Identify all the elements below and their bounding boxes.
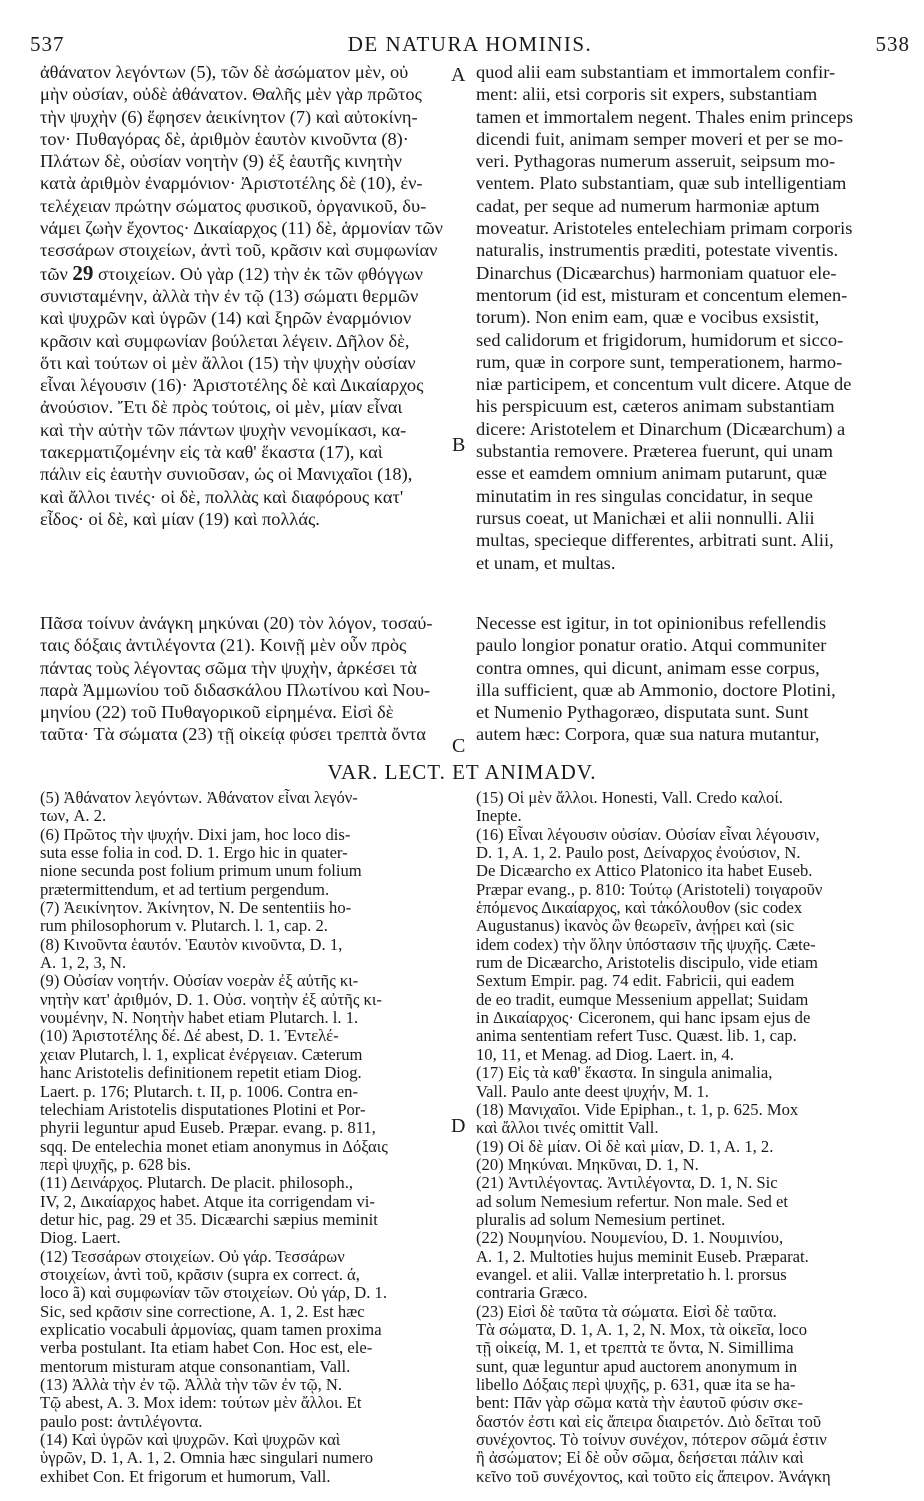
latin-text-column: [476, 61, 908, 574]
note-line: telechiam Aristotelis disputationes Plotini et Por-: [40, 1100, 366, 1119]
note-line: evangel. et alii. Vallæ interpretatio h. l. prorsus: [476, 1265, 787, 1284]
text-line: tamen et immortalem negent. Thales enim princeps: [476, 106, 854, 127]
running-title: DE NATURA HOMINIS.: [347, 32, 593, 56]
text-line: τον· Πυθαγόρας δὲ, ἀριθμὸν ἑαυτὸν κινοῦντα (8)·: [40, 128, 409, 149]
note-line: (12) Τεσσάρων στοιχείων. Οὐ γάρ. Τεσσάρων: [40, 1247, 345, 1266]
notes-right-column: [476, 789, 908, 1486]
text-line: εἶδος· οἱ δὲ, καὶ μίαν (19) καὶ πολλάς.: [40, 508, 320, 529]
text-line: τελέχειαν πρώτην σώματος φυσικοῦ, ὀργανικοῦ, δυ-: [40, 195, 427, 216]
text-line: multas, specieque differentes, arbitrati sunt. Alii,: [476, 530, 834, 551]
note-line: Τὰ σώματα, D. 1, A. 1, 2, N. Mox, τὰ οἰκεῖα, loco: [476, 1320, 808, 1339]
note-line: Vall. Paulo ante deest ψυχήν, M. 1.: [476, 1082, 709, 1101]
greek-text-paragraph-2: [40, 612, 458, 746]
note-line: των, A. 2.: [40, 807, 107, 826]
text-line: συνισταμένην, ἀλλὰ τὴν ἐν τῷ (13) σώματι θερμῶν: [40, 285, 419, 306]
note-line: τῇ οἰκείᾳ, M. 1, et τρεπτὰ τε ὄντα, N. Simillima: [476, 1339, 794, 1358]
note-line: verba postulant. Ita etiam habet Con. Hoc est, ele-: [40, 1339, 373, 1358]
text-line: καὶ τὴν αὐτὴν τῶν πάντων ψυχὴν νενομίκασι, κα-: [40, 419, 407, 440]
note-line: Τῷ abest, A. 3. Mox idem: τούτων μὲν ἄλλοι. Et: [40, 1394, 362, 1413]
note-line: καὶ ἄλλοι τινές omittit Vall.: [476, 1119, 659, 1138]
section-title: VAR. LECT. ET ANIMADV.: [327, 760, 597, 784]
text-line: ἀνούσιον. Ἔτι δὲ πρὸς τούτοις, οἱ μὲν, μίαν εἶναι: [40, 397, 403, 418]
note-line: 10, 11, et Menag. ad Diog. Laert. in, 4.: [476, 1045, 734, 1064]
text-fragment: στοιχείων. Οὐ γὰρ (12) τὴν ἐκ τῶν φθόγγων: [93, 263, 423, 284]
note-line: A. 1, 2. Multoties hujus meminit Euseb. Præparat.: [476, 1247, 809, 1266]
page-number-left: 537: [30, 32, 65, 56]
text-line: esse et eamdem omnium animam putarunt, quæ: [476, 463, 827, 484]
note-line: (6) Πρῶτος τὴν ψυχήν. Dixi jam, hoc loco dis-: [40, 825, 351, 844]
note-line: nione secunda post folium primum unum folium: [40, 862, 362, 881]
text-line: ventem. Plato substantiam, quæ sub intelligentiam: [476, 173, 847, 194]
text-line: νάμει ζωὴν ἔχοντος· Δικαίαρχος (11) δὲ, ἁρμονίαν τῶν: [40, 218, 443, 239]
text-line: τακερματιζομένην εἰς τὰ καθ' ἕκαστα (17), καὶ: [40, 442, 383, 463]
note-line: A. 1, 2, 3, N.: [40, 954, 127, 973]
note-line: (10) Ἀριστοτέλης δέ. Δέ abest, D. 1. Ἐντελέ-: [40, 1027, 339, 1046]
note-line: (19) Οἱ δὲ μίαν. Οἱ δὲ καὶ μίαν, D. 1, A. 1, 2.: [476, 1137, 774, 1156]
note-line: (17) Εἰς τὰ καθ' ἕκαστα. In singula animalia,: [476, 1064, 773, 1083]
margin-marker-b: B: [452, 434, 466, 456]
text-line: τεσσάρων στοιχείων, ἀντὶ τοῦ, κρᾶσιν καὶ συμφωνίαν: [40, 240, 438, 261]
note-line: χειαν Plutarch, l. 1, explicat ἐνέργειαν. Cæterum: [40, 1045, 363, 1064]
note-line: (21) Ἀντιλέγοντας. Ἀντιλέγοντα, D. 1, N. Sic: [476, 1174, 778, 1193]
text-line: ταις δόξαις ἀντιλέγοντα (21). Κοινῇ μὲν οὖν πρὸς: [40, 635, 407, 656]
note-line: Inepte.: [476, 807, 522, 826]
text-line: καὶ ψυχρῶν καὶ ὑγρῶν (14) καὶ ξηρῶν ἐναρμόνιον: [40, 308, 412, 329]
text-line: et Numenio Pythagoræo, disputata sunt. Sunt: [476, 702, 809, 723]
latin-text-paragraph-2: [476, 612, 908, 746]
column-number: 29: [72, 261, 94, 285]
text-line: Πᾶσα τοίνυν ἀνάγκη μηκύναι (20) τὸν λόγον, τοσαύ-: [40, 613, 433, 633]
text-line: Necesse est igitur, in tot opinionibus refellendis: [476, 613, 827, 633]
note-line: περὶ ψυχῆς, p. 628 bis.: [40, 1155, 191, 1174]
note-line: de eo tradit, eumque Messenium appellat; Suidam: [476, 990, 809, 1009]
note-line: prætermittendum, et ad tertium pergendum.: [40, 880, 330, 899]
note-line: ὑγρῶν, D. 1, A. 1, 2. Omnia hæc singulari numero: [40, 1449, 374, 1468]
note-line: Sextum Empir. pag. 74 edit. Fabricii, qui eadem: [476, 972, 795, 991]
note-line: νουμένην, N. Νοητὴν habet etiam Plutarch. l. 1.: [40, 1009, 359, 1028]
note-line: detur hic, pag. 29 et 35. Dicæarchi sæpius meminit: [40, 1210, 378, 1229]
note-line: exhibet Con. Et frigorum et humorum, Vall.: [40, 1467, 331, 1486]
note-line: hanc Aristotelis definitionem repetit etiam Diog.: [40, 1064, 362, 1083]
note-line: (5) Ἀθάνατον λεγόντων. Ἀθάνατον εἶναι λεγόν-: [40, 789, 358, 807]
note-line: (8) Κινοῦντα ἑαυτόν. Ἑαυτὸν κινοῦντα, D. 1,: [40, 935, 343, 954]
note-line: De Dicæarcho ex Attico Platonico ita habet Euseb.: [476, 862, 813, 881]
margin-marker-c: C: [452, 735, 466, 757]
text-line: niæ participem, et concentum vult dicere. Atque de: [476, 374, 852, 395]
note-line: rum philosophorum v. Plutarch. l. 1, cap. 2.: [40, 917, 328, 936]
text-line: rursus coeat, ut Manichæi et alii nonnulli. Alii: [476, 507, 815, 528]
text-line: μηνίου (22) τοῦ Πυθαγορικοῦ εἰρημένα. Εἰσὶ δὲ: [40, 702, 394, 723]
text-line: [40, 262, 458, 285]
text-line: τὴν ψυχὴν (6) ἔφησεν ἀεικίνητον (7) καὶ αὐτοκίνη-: [40, 106, 418, 127]
text-line: mentorum (id est, misturam et concentum elemen-: [476, 284, 848, 305]
note-line: IV, 2, Δικαίαρχος habet. Atque ita corrigendam vi-: [40, 1192, 375, 1211]
text-line: quod alii eam substantiam et immortalem confir-: [476, 62, 836, 82]
text-line: πάλιν εἰς ἑαυτὴν συνιοῦσαν, ὡς οἱ Μανιχαῖοι (18),: [40, 464, 413, 485]
note-line: (16) Εἶναι λέγουσιν οὐσίαν. Οὐσίαν εἶναι λέγουσιν,: [476, 825, 820, 844]
text-line: paulo longior ponatur oratio. Atqui communiter: [476, 635, 827, 656]
text-line: καὶ ἄλλοι τινές· οἱ δὲ, πολλὰς καὶ διαφόρους κατ': [40, 486, 404, 507]
page-number-right: 538: [875, 32, 910, 56]
text-line: dicendi fuit, animam semper moveri et per se mo-: [476, 128, 844, 149]
note-line: in Δικαίαρχος· Ciceronem, qui hanc ipsam ejus de: [476, 1009, 811, 1028]
text-line: illa sufficient, quæ ab Ammonio, doctore Plotini,: [476, 679, 836, 700]
text-line: ταῦτα· Τὰ σώματα (23) τῇ οἰκείᾳ φύσει τρεπτὰ ὄντα: [40, 724, 426, 745]
notes-left-column: [40, 789, 452, 1486]
note-line: anima sententiam refert Tusc. Quæst. lib. 1, cap.: [476, 1027, 797, 1046]
text-line: εἶναι λέγουσιν (16)· Ἀριστοτέλης δὲ καὶ Δικαίαρχος: [40, 375, 424, 396]
page-header: [30, 32, 910, 60]
note-line: νητὴν κατ' ἀριθμόν, D. 1. Οὐσ. νοητὴν ἐξ αὐτῆς κι-: [40, 990, 382, 1009]
note-line: sunt, quæ leguntur apud auctorem anonymum in: [476, 1357, 798, 1376]
text-line: dicere: Aristotelem et Dinarchum (Dicæarchum) a: [476, 418, 846, 439]
text-line: minutatim in res singulas concidatur, in seque: [476, 485, 813, 506]
note-line: δαστόν ἐστι καὶ εἰς ἄπειρα διαιρετόν. Διὸ δεῖται τοῦ: [476, 1412, 822, 1431]
note-line: Sic, sed κρᾶσιν sine correctione, A. 1, 2. Est hæc: [40, 1302, 365, 1321]
note-line: (18) Μανιχαῖοι. Vide Epiphan., t. 1, p. 625. Mox: [476, 1100, 799, 1119]
note-line: pluralis ad solum Nemesium pertinet.: [476, 1210, 726, 1229]
note-line: (20) Μηκύναι. Μηκῦναι, D. 1, N.: [476, 1155, 699, 1174]
note-line: Diog. Laert.: [40, 1229, 121, 1248]
text-line: contra omnes, qui dicunt, animam esse corpus,: [476, 657, 820, 678]
text-line: sed calidorum et frigidorum, humidorum et sicco-: [476, 329, 844, 350]
note-line: (23) Εἰσὶ δὲ ταῦτα τὰ σώματα. Εἰσὶ δὲ ταῦτα.: [476, 1302, 777, 1321]
note-line: phyrii leguntur apud Euseb. Præpar. evang. p. 811,: [40, 1119, 376, 1138]
note-line: (11) Δεινάρχος. Plutarch. De placit. philosoph.,: [40, 1174, 354, 1193]
margin-marker-d: D: [451, 1115, 466, 1137]
text-line: torum). Non enim eam, quæ e vocibus exsistit,: [476, 307, 820, 328]
text-fragment: τῶν: [40, 263, 68, 284]
note-line: D. 1, A. 1, 2. Paulo post, Δείναρχος ἐνούσιον, N.: [476, 844, 801, 863]
note-line: (14) Καὶ ὑγρῶν καὶ ψυχρῶν. Καὶ ψυχρῶν καὶ: [40, 1431, 341, 1450]
note-line: ad solum Nemesium refertur. Non male. Sed et: [476, 1192, 788, 1211]
text-line: Πλάτων δὲ, οὐσίαν νοητὴν (9) ἐξ ἑαυτῆς κινητὴν: [40, 151, 402, 172]
note-line: (22) Νουμηνίου. Νουμενίου, D. 1. Νουμινίου,: [476, 1229, 784, 1248]
note-line: κεῖνο τοῦ συνέχοντος, καὶ τοῦτο εἰς ἄπειρον. Ἀνάγκη: [476, 1467, 831, 1486]
note-line: bent: Πᾶν γὰρ σῶμα κατὰ τὴν ἑαυτοῦ φύσιν σκε-: [476, 1394, 803, 1413]
text-line: rum, quæ in corpore sunt, temperationem, harmo-: [476, 351, 843, 372]
text-line: et unam, et multas.: [476, 552, 616, 573]
note-line: ἑπόμενος Δικαίαρχος, καὶ τἀκόλουθον (sic codex: [476, 899, 803, 918]
note-line: explicatio vocabuli ἁρμονίας, quam tamen proxima: [40, 1320, 382, 1339]
text-line: Dinarchus (Dicæarchus) harmoniam quatuor ele-: [476, 262, 837, 283]
text-line: veri. Pythagoras numerum asseruit, seipsum mo-: [476, 151, 836, 172]
note-line: idem codex) τὴν ὅλην ὑπόστασιν τῆς ψυχῆς. Cæte-: [476, 935, 816, 954]
note-line: (15) Οἱ μὲν ἄλλοι. Honesti, Vall. Credo καλοί.: [476, 789, 783, 807]
text-line: κρᾶσιν καὶ συμφωνίαν βούλεται λέγειν. Δῆλον δὲ,: [40, 330, 410, 351]
text-line: his perspicuum est, cæteros animam substantiam: [476, 396, 835, 417]
margin-marker-a: A: [451, 64, 466, 86]
note-line: contraria Græco.: [476, 1284, 588, 1303]
note-line: sqq. De entelechia monet etiam anonymus in Δόξαις: [40, 1137, 388, 1156]
note-line: Laert. p. 176; Plutarch. t. II, p. 1006. Contra en-: [40, 1082, 358, 1101]
note-line: (13) Ἀλλὰ τὴν ἐν τῷ. Ἀλλὰ τὴν τῶν ἐν τῷ, N.: [40, 1376, 343, 1394]
note-line: Augustanus) ἱκανὸς ὢν θεωρεῖν, ἀνῄρει καὶ (sic: [476, 917, 795, 936]
note-line: στοιχείων, ἀντὶ τοῦ, κρᾶσιν (supra ex correct. ά,: [40, 1265, 360, 1284]
note-line: rum de Dicæarcho, Aristotelis discipulo, vide etiam: [476, 954, 818, 973]
text-line: ment: alii, etsi corporis sit expers, substantiam: [476, 84, 818, 105]
greek-text-column: [40, 61, 458, 530]
note-line: ἢ ἀσώματον; Εἰ δὲ οὖν σῶμα, δεήσεται πάλιν καὶ: [476, 1449, 804, 1468]
note-line: (7) Ἀεικίνητον. Ἀκίνητον, N. De sententiis ho-: [40, 899, 352, 918]
note-line: συνέχοντος. Τὸ τοίνυν συνέχον, πότερον σῶμά ἐστιν: [476, 1431, 827, 1450]
note-line: libello Δόξαις περὶ ψυχῆς, p. 631, quæ ita se ha-: [476, 1376, 796, 1394]
note-line: paulo post: ἀντιλέγοντα.: [40, 1412, 203, 1431]
text-line: naturalis, instrumentis præditi, potestate viventis.: [476, 240, 839, 261]
text-line: autem hæc: Corpora, quæ sua natura mutantur,: [476, 724, 820, 745]
note-line: suta esse folia in cod. D. 1. Ergo hic in quater-: [40, 844, 348, 863]
text-line: ὅτι καὶ τούτων οἱ μὲν ἄλλοι (15) τὴν ψυχὴν οὐσίαν: [40, 352, 416, 373]
text-line: μὴν οὐσίαν, οὐδὲ ἀθάνατον. Θαλῆς μὲν γὰρ πρῶτος: [40, 84, 422, 105]
text-line: παρὰ Ἀμμωνίου τοῦ διδασκάλου Πλωτίνου καὶ Νου-: [40, 679, 431, 700]
note-line: Præpar evang., p. 810: Τούτῳ (Aristoteli) τοιγαροῦν: [476, 880, 823, 899]
note-line: loco ã) καὶ συμφωνίαν τῶν στοιχείων. Οὐ γάρ, D. 1.: [40, 1284, 387, 1303]
note-line: (9) Οὐσίαν νοητήν. Οὐσίαν νοερὰν ἐξ αὐτῆς κι-: [40, 972, 359, 991]
note-line: mentorum misturam atque consonantiam, Vall.: [40, 1357, 351, 1376]
text-line: κατὰ ἀριθμὸν ἐναρμόνιον· Ἀριστοτέλης δὲ (10), ἐν-: [40, 173, 423, 194]
text-line: πάντας τοὺς λέγοντας σῶμα τὴν ψυχὴν, ἀρκέσει τὰ: [40, 657, 417, 678]
text-line: substantia removere. Præterea fuerunt, qui unam: [476, 441, 833, 462]
text-line: ἀθάνατον λεγόντων (5), τῶν δὲ ἀσώματον μὲν, οὐ: [40, 62, 409, 82]
text-line: moveatur. Aristoteles entelechiam primam corporis: [476, 218, 853, 239]
text-line: cadat, per seque ad numerum harmoniæ aptum: [476, 195, 820, 216]
